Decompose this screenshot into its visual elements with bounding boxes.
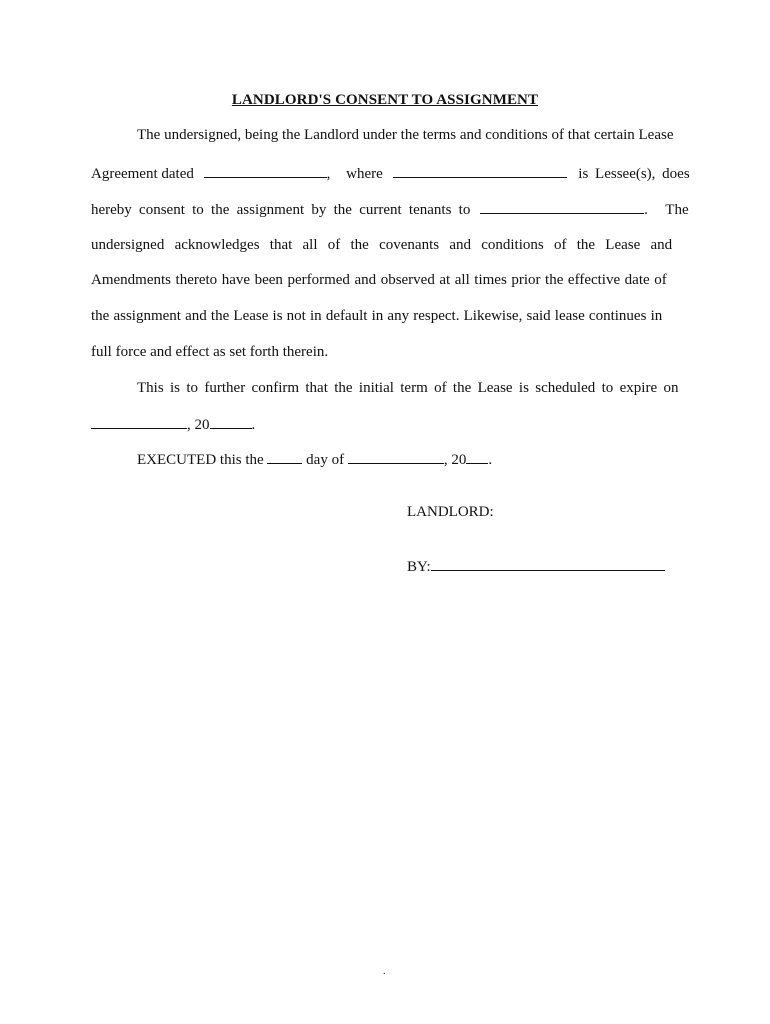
year-prefix: , 20 (187, 417, 210, 433)
executed-year-prefix: , 20 (443, 452, 467, 468)
period: . (251, 417, 256, 433)
agreement-date-blank[interactable] (204, 165, 327, 178)
para1-line2 (91, 165, 690, 183)
signature-blank[interactable] (431, 558, 665, 571)
expiry-year-blank[interactable] (210, 416, 252, 429)
para1-line1: The undersigned, being the Landlord under the terms and conditions of that certain Lease (137, 127, 674, 143)
where-label: where (346, 166, 383, 182)
executed-line (137, 451, 492, 469)
lessee-name-blank[interactable] (393, 165, 567, 178)
para1-line4: undersigned acknowledges that all of the covenants and conditions of the Lease and (91, 237, 673, 253)
executed-label: EXECUTED this the (137, 452, 264, 468)
comma: , (326, 166, 331, 182)
assignee-name-blank[interactable] (480, 201, 644, 214)
agreement-dated-label: Agreement dated (91, 166, 194, 182)
signature-line (407, 558, 665, 576)
para1-line6: the assignment and the Lease is not in default in any respect. Likewise, said lease continues in (91, 308, 663, 324)
is-lessee-label: is Lessee(s), does (578, 166, 690, 182)
the-text: . The (644, 202, 689, 218)
para2-line1: This is to further confirm that the initial term of the Lease is scheduled to expire on (137, 380, 679, 396)
day-of-label: day of (306, 452, 345, 468)
executed-day-blank[interactable] (267, 451, 302, 464)
landlord-label: LANDLORD: (407, 504, 494, 520)
executed-period: . (488, 452, 493, 468)
footer-mark: . (383, 966, 386, 977)
para1-line7: full force and effect as set forth therein. (91, 344, 329, 360)
expiry-date-blank[interactable] (91, 416, 187, 429)
para2-line2 (91, 416, 680, 434)
document-title: LANDLORD'S CONSENT TO ASSIGNMENT (231, 92, 539, 108)
consent-text: hereby consent to the assignment by the current tenants to (91, 202, 471, 218)
para1-line5: Amendments thereto have been performed and observed at all times prior the effective date of (91, 272, 667, 288)
executed-month-blank[interactable] (348, 451, 444, 464)
para1-line3 (91, 201, 689, 219)
by-label: BY: (407, 559, 431, 575)
executed-year-blank[interactable] (466, 451, 488, 464)
